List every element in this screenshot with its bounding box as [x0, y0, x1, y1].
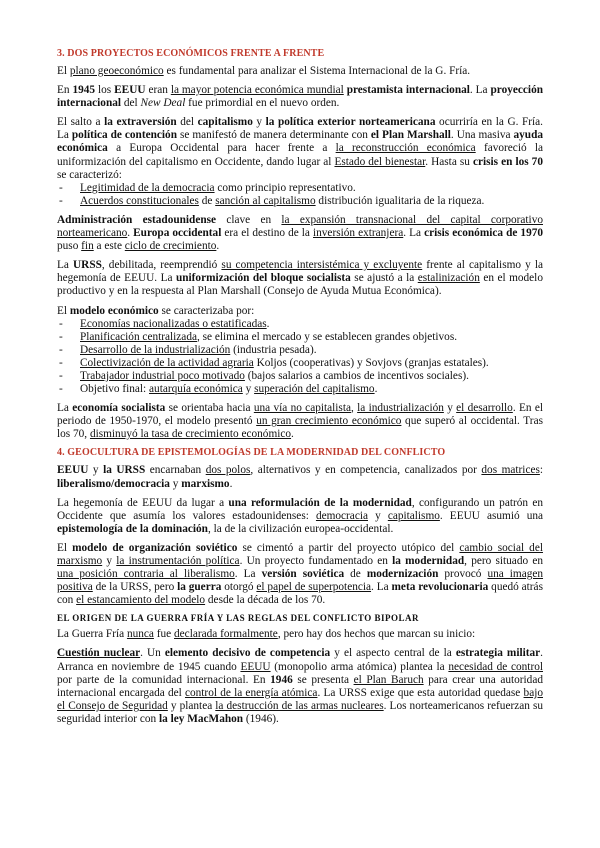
paragraph: El modelo de organización soviético se cimentó a partir del proyecto utópico del cambio social del marxismo y la instrumentación política. Un proyecto fundamentado en la modernidad, pero situado en una posición contraria al liberalismo. La versión soviética de modernización provocó una imagen positiva de la URSS, pero la guerra otorgó el papel de superpotencia. La meta revolucionaria quedó atrás con el estancamiento del modelo desde la década de los 70. — [57, 541, 544, 607]
paragraph: El modelo económico se caracterizaba por: — [57, 304, 255, 317]
paragraph: En 1945 los EEUU eran la mayor potencia económica mundial prestamista internacional. La proyección internacional del New Deal fue primordial en el nuevo orden. — [57, 84, 544, 110]
section-3-heading: 3. DOS PROYECTOS ECONÓMICOS FRENTE A FRENTE — [57, 48, 325, 59]
document-page — [57, 48, 543, 732]
paragraph: Administración estadounidense clave en la expansión transnacional del capital corporativo norteamericano. Europa occidental era el destino de la inversión extranjera. La crisis económica de 1970 puso fin a este ciclo de crecimiento. — [57, 213, 544, 253]
list-item: - Objetivo final: autarquía económica y superación del capitalismo. — [57, 383, 543, 396]
paragraph: El plano geoeconómico es fundamental para analizar el Sistema Internacional de la G. Fría. — [57, 65, 471, 77]
bullet-list — [57, 318, 543, 397]
paragraph: La hegemonía de EEUU da lugar a una reformulación de la modernidad, configurando un patrón en Occidente que asumía los valores estadounidenses: democracia y capitalismo. EEUU asumió una epistemología de la dominación, la de la civilización europea-occidental. — [57, 496, 544, 535]
paragraph: La economía socialista se orientaba hacia una vía no capitalista, la industrialización y el desarrollo. En el periodo de 1950-1970, el modelo presentó un gran crecimiento económico que superó al occidental. Tras los 70, disminuyó la tasa de crecimiento económico. — [57, 402, 543, 441]
paragraph: La Guerra Fría nunca fue declarada formalmente, pero hay dos hechos que marcan su inicio: — [57, 628, 476, 641]
paragraph: Cuestión nuclear. Un elemento decisivo de competencia y el aspecto central de la estrategia militar. Arranca en noviembre de 1945 cuando EEUU (monopolio arma atómica) plantea la necesidad de control por parte de la comunidad internacional. En 1946 se presenta el Plan Baruch para crear una autoridad internacional encargada del control de la energía atómica. La URSS exige que esta autoridad quedase bajo el Consejo de Seguridad y plantea la destrucción de las armas nucleares. Los norteamericanos refuerzan su seguridad interior con la ley MacMahon (1946). — [57, 647, 543, 725]
bullet-list — [57, 182, 543, 208]
list-item: - Colectivización de la actividad agraria Koljos (cooperativas) y Sovjovs (granjas estatales). — [57, 357, 543, 370]
list-item: - Acuerdos constitucionales de sanción al capitalismo distribución igualitaria de la riqueza. — [57, 195, 543, 208]
paragraph: La URSS, debilitada, reemprendió su competencia intersistémica y excluyente frente al capitalismo y la hegemonía de EEUU. La uniformización del bloque socialista se ajustó a la estalinización en el modelo productivo y en la respuesta al Plan Marshall (Consejo de Ayuda Mutua Económica). — [57, 259, 543, 298]
paragraph: EEUU y la URSS encarnaban dos polos, alternativos y en competencia, canalizados por dos matrices: liberalismo/democracia y marxismo. — [57, 464, 544, 490]
section-4-heading: 4. GEOCULTURA DE EPISTEMOLOGÍAS DE LA MODERNIDAD DEL CONFLICTO — [57, 447, 446, 459]
list-item: - Economías nacionalizadas o estatificadas. — [57, 318, 543, 331]
list-item: - Planificación centralizada, se elimina el mercado y se establecen grandes objetivos. — [57, 331, 543, 344]
list-item: - Trabajador industrial poco motivado (bajos salarios a cambios de incentivos sociales). — [57, 370, 543, 383]
paragraph: El salto a la extraversión del capitalismo y la política exterior norteamericana ocurriría en la G. Fría. La política de contención se manifestó de manera determinante con el Plan Marshall. Una masiva ayuda económica a Europa Occidental para hacer frente a la reconstrucción económica favoreció la uniformización del capitalismo en Occidente, dando lugar al Estado del bienestar. Hasta su crisis en los 70 se caracterizó: — [57, 116, 544, 181]
list-item: - Legitimidad de la democracia como principio representativo. — [57, 182, 543, 195]
subsection-heading: EL ORIGEN DE LA GUERRA FRÍA Y LAS REGLAS DEL CONFLICTO BIPOLAR — [57, 613, 419, 624]
list-item: - Desarrollo de la industrialización (industria pesada). — [57, 344, 543, 357]
